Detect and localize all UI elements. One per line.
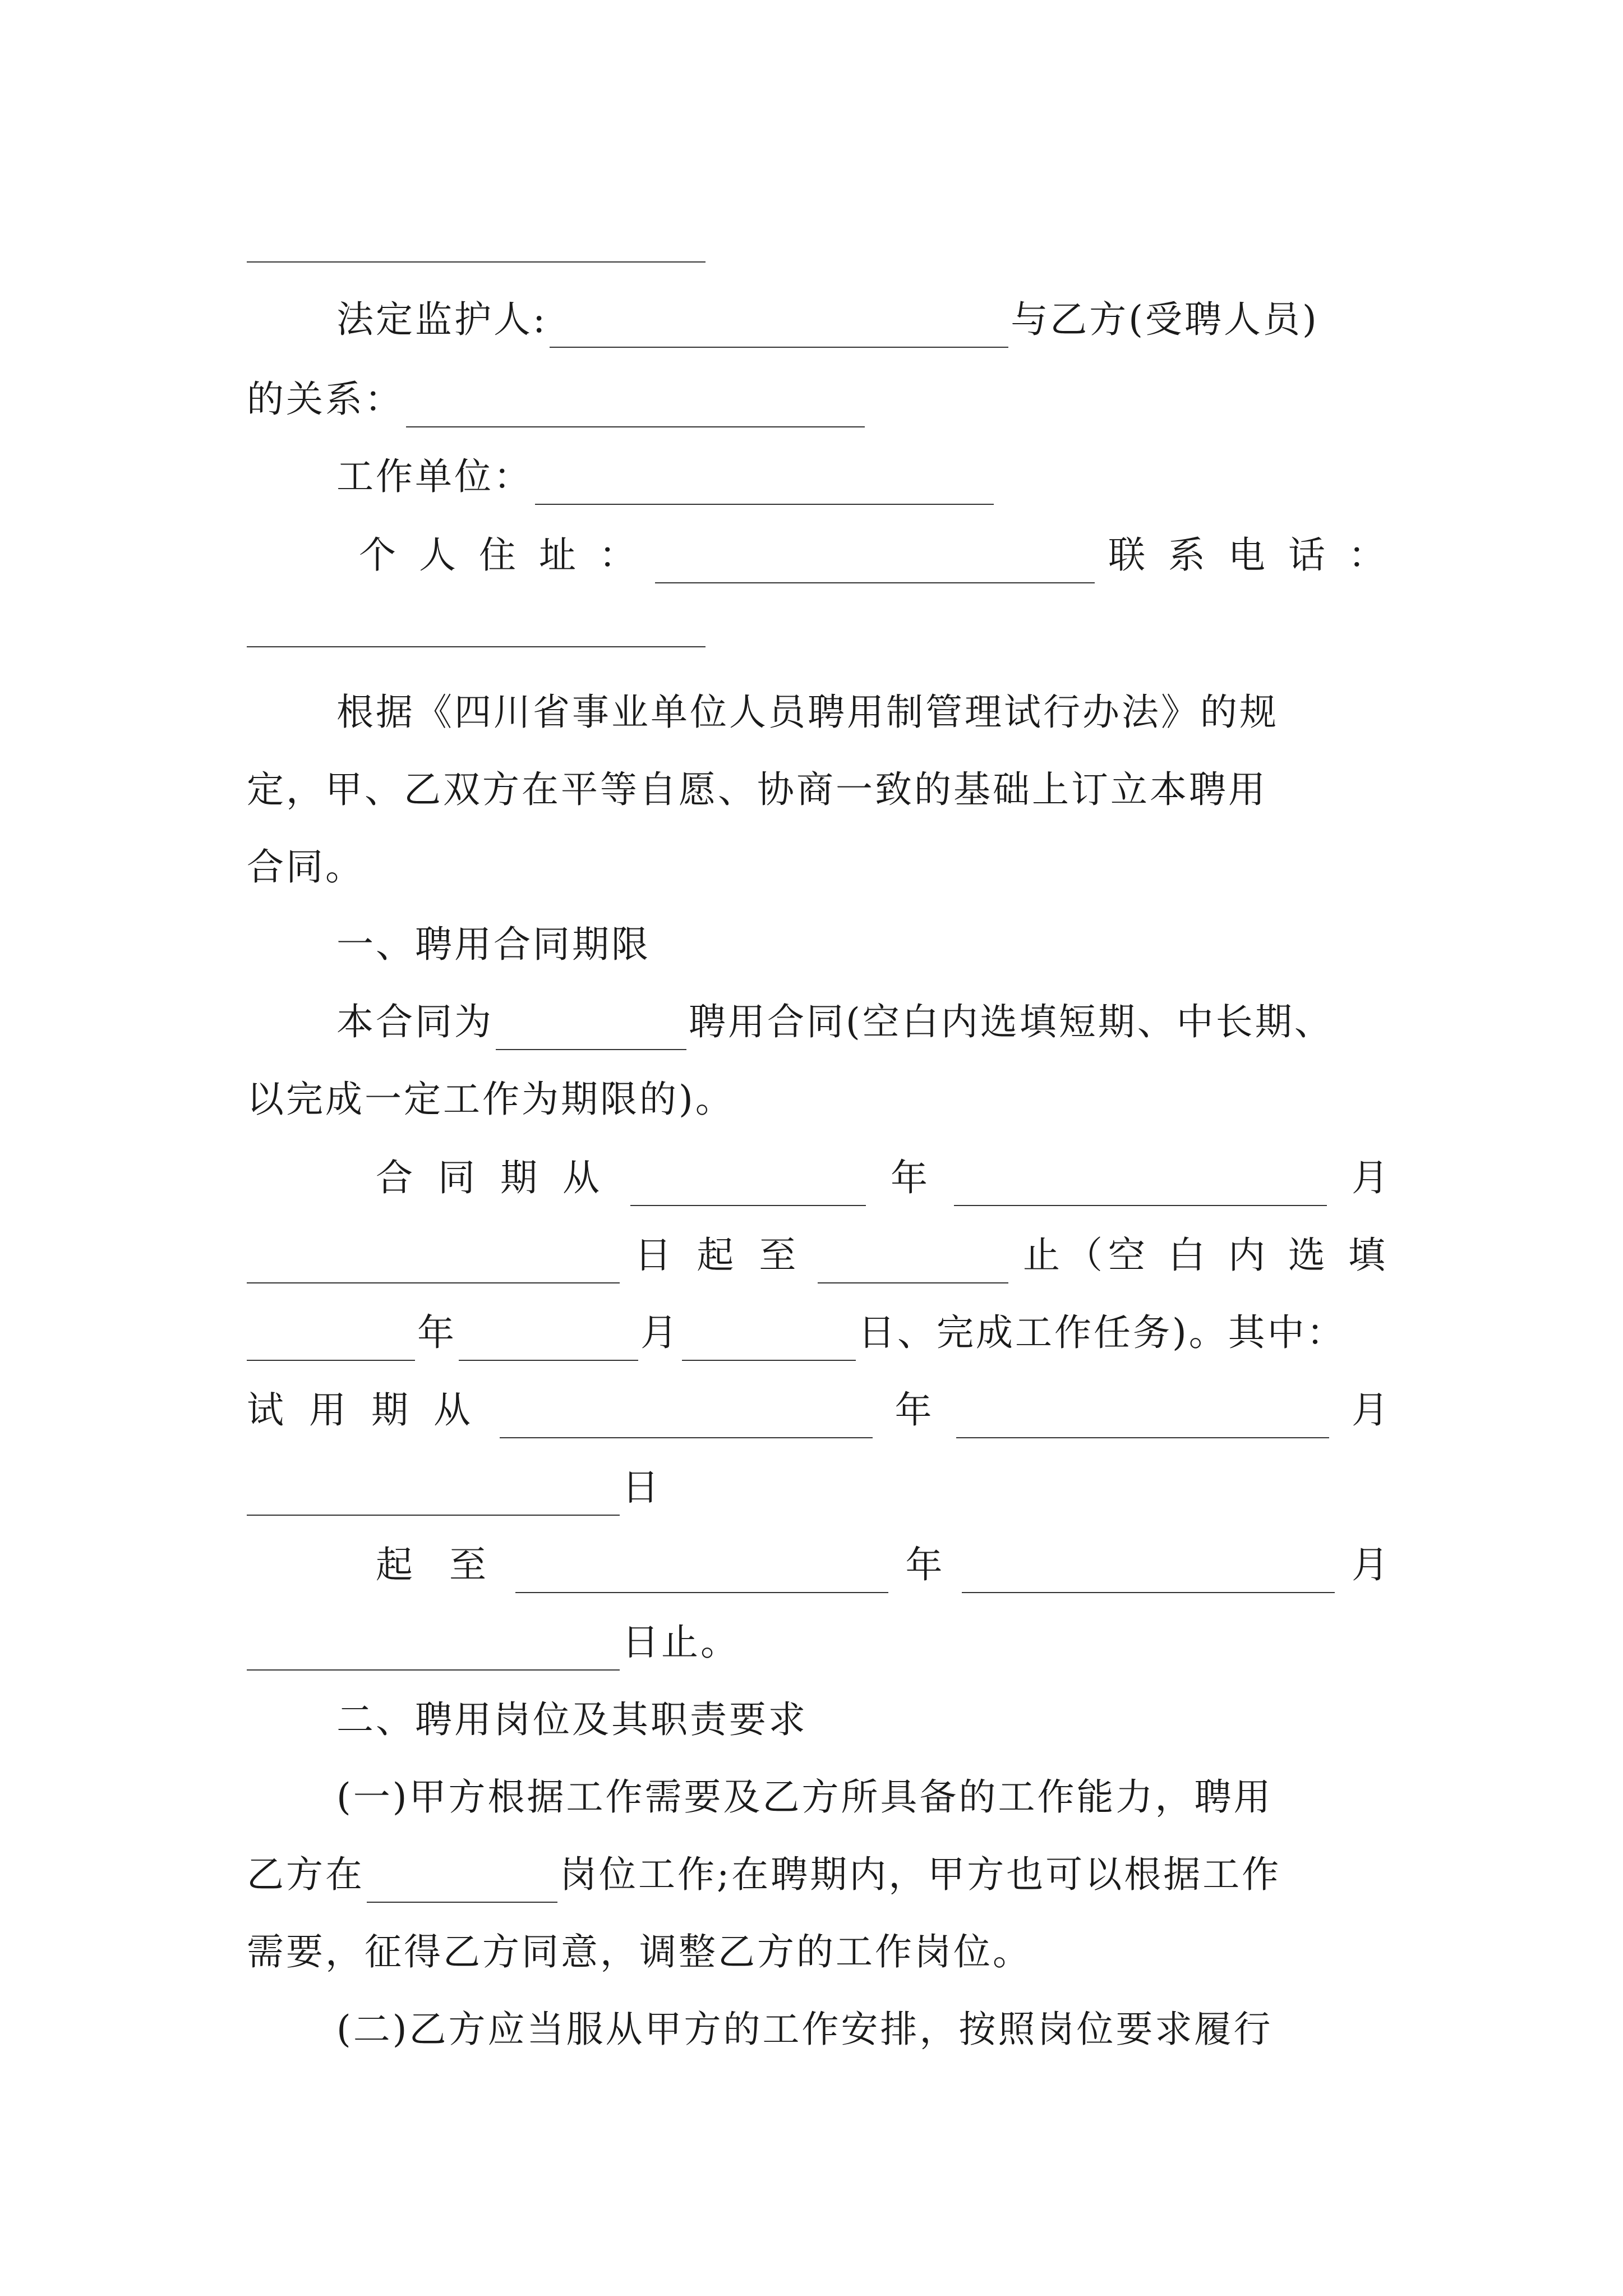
para1-line1 [336,684,1391,740]
probation-month-label: 月 [1351,1388,1391,1432]
term-day-blank[interactable] [247,1243,620,1283]
term-month-label: 月 [1351,1156,1391,1199]
para10-line1 [336,1769,1391,1825]
option-month-label: 月 [640,1311,680,1354]
probation-end-year-label: 年 [905,1543,945,1586]
para11-text-1: (二)乙方应当服从甲方的工作安排，按照岗位要求履行 [336,2008,1273,2051]
term-end-blank[interactable] [818,1243,1008,1283]
probation-year-blank[interactable] [500,1398,873,1438]
para1-text-3: 合同。 [247,845,365,889]
heading-1 [336,917,1391,973]
heading-1-text: 一、聘用合同期限 [336,923,651,966]
relation-blank[interactable] [406,387,865,427]
probation-day-label: 日 [622,1466,661,1509]
option-year-label: 年 [417,1311,457,1354]
para2-text-b: 聘用合同(空白内选填短期、中长期、 [689,1000,1334,1043]
para11-line1 [336,2001,1391,2058]
relation-label: 的关系： [247,378,404,421]
address-label: 个 人 住 址 ： [359,533,642,577]
term-line-2 [247,1227,1391,1283]
probation-end-month-blank[interactable] [962,1553,1335,1593]
para1-text-2: 定，甲、乙双方在平等自愿、协商一致的基础上订立本聘用 [247,768,1267,811]
probation-month-blank[interactable] [956,1398,1329,1438]
relation-line [247,371,1391,427]
para1-line2 [247,762,1391,818]
heading-2 [336,1692,1391,1748]
para2-line1 [336,994,1391,1050]
probation-end-day-line [247,1614,1391,1671]
option-day-blank[interactable] [682,1320,856,1361]
option-year-blank[interactable] [247,1320,415,1361]
term-line [376,1150,1391,1206]
para10-line2 [247,1847,1391,1903]
guardian-blank[interactable] [550,307,1008,348]
para10-text-b: 岗位工作;在聘期内，甲方也可以根据工作 [560,1853,1281,1896]
work-unit-line [336,449,1391,505]
relation-tail: 与乙方(受聘人员) [1011,298,1319,341]
probation-line [247,1382,1391,1438]
term-year-blank[interactable] [630,1166,866,1206]
probation-end-year-blank[interactable] [515,1553,888,1593]
address-line [359,527,1391,583]
work-unit-label: 工作单位： [336,455,533,498]
work-unit-blank[interactable] [535,464,994,505]
para1-text-1: 根据《四川省事业单位人员聘用制管理试行办法》的规 [336,691,1279,734]
blank-line-top [247,261,706,263]
term-year-label: 年 [890,1156,930,1199]
guardian-label: 法定监护人: [336,298,548,341]
probation-day-line [247,1460,1391,1516]
para10-line3 [247,1924,1391,1980]
probation-end-day-label: 日止。 [622,1621,740,1664]
probation-end-label: 起 至 [376,1543,499,1586]
para2-text-a: 本合同为 [336,1000,494,1043]
probation-year-label: 年 [895,1388,934,1432]
para10-text-3: 需要，征得乙方同意，调整乙方的工作岗位。 [247,1930,1032,1973]
para2-line2 [247,1071,1391,1128]
option-tail-text: 日、完成工作任务)。其中： [858,1311,1346,1354]
probation-label: 试 用 期 从 [247,1388,477,1432]
para2-text-2: 以完成一定工作为期限的)。 [247,1078,735,1121]
term-month-blank[interactable] [954,1166,1327,1206]
term-label: 合 同 期 从 [376,1156,606,1199]
para10-text-1: (一)甲方根据工作需要及乙方所具备的工作能力，聘用 [336,1775,1273,1819]
term-line-3 [247,1305,1391,1361]
para10-text-a: 乙方在 [247,1853,365,1896]
probation-end-line [376,1537,1391,1593]
term-option-note: 止（空 白 内 选 填 [1023,1234,1391,1277]
guardian-line [336,292,1391,348]
para1-line3 [247,839,1391,895]
term-from-label: 日 起 至 [634,1234,803,1277]
probation-day-blank[interactable] [247,1475,620,1516]
probation-end-day-blank[interactable] [247,1630,620,1671]
phone-blank[interactable] [247,646,706,647]
contract-type-blank[interactable] [496,1010,686,1050]
address-blank[interactable] [655,543,1095,583]
heading-2-text: 二、聘用岗位及其职责要求 [336,1698,808,1741]
option-month-blank[interactable] [459,1320,638,1361]
probation-end-month-label: 月 [1351,1543,1391,1586]
position-blank[interactable] [367,1862,557,1903]
phone-label: 联 系 电 话 ： [1108,533,1391,577]
